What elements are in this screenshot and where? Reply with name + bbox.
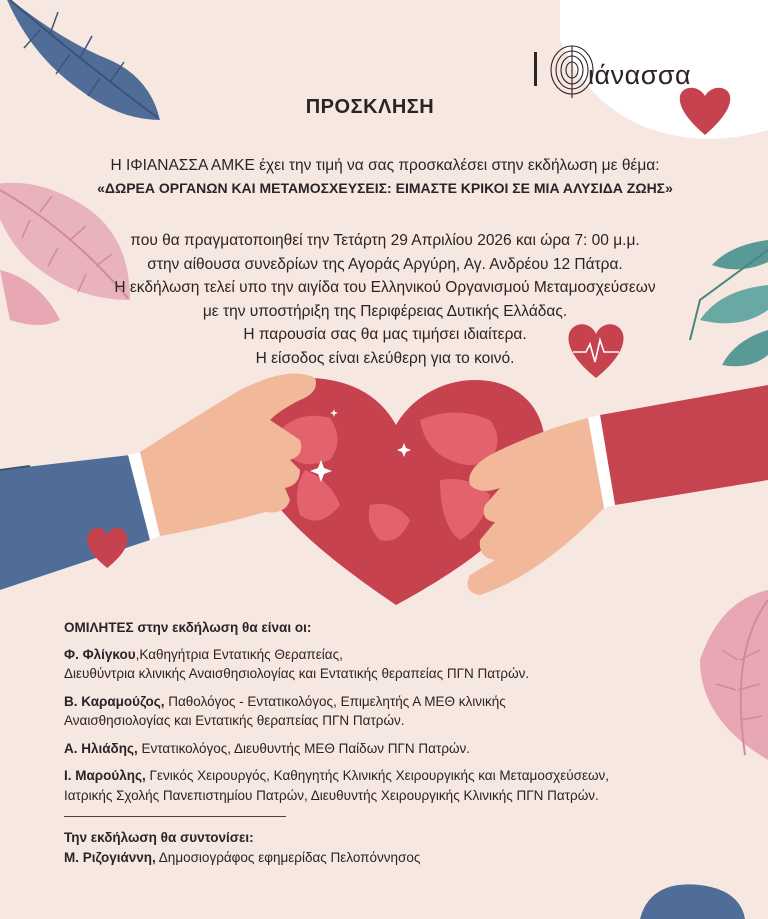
moderator-heading: Την εκδήλωση θα συντονίσει:: [64, 830, 254, 845]
detail-line: Η παρουσία σας θα μας τιμήσει ιδιαίτερα.: [243, 326, 527, 343]
moderator-role: Δημοσιογράφος εφημερίδας Πελοπόννησος: [155, 849, 421, 865]
speaker-item: [64, 739, 744, 759]
section-divider: [64, 816, 286, 817]
intro-block: [20, 155, 750, 199]
speaker-role: Καθηγήτρια Εντατικής Θεραπείας,: [139, 646, 343, 662]
event-details: [20, 229, 750, 370]
speaker-item: [64, 645, 744, 684]
speaker-item: [64, 766, 744, 805]
intro-line: Η ΙΦΙΑΝΑΣΣΑ ΑΜΚΕ έχει την τιμή να σας προσκαλέσει στην εκδήλωση με θέμα:: [110, 157, 660, 174]
moderator-section: [64, 828, 744, 867]
speaker-role-cont: Αναισθησιολογίας και Εντατικής θεραπείας ΠΓΝ Πατρών.: [64, 713, 405, 728]
speaker-role: Γενικός Χειρουργός, Καθηγητής Κλινικής Χειρουργικής και Μεταμοσχεύσεων,: [149, 768, 610, 783]
speaker-name: Ι. Μαρούλης,: [64, 768, 146, 783]
speaker-role-cont: Διευθύντρια κλινικής Αναισθησιολογίας και Εντατικής θεραπείας ΠΓΝ Πατρών.: [64, 666, 530, 681]
moderator-name: Μ. Ριζογιάννη,: [64, 849, 156, 865]
detail-line: στην αίθουσα συνεδρίων της Αγοράς Αργύρη, Αγ. Ανδρέου 12 Πάτρα.: [147, 255, 623, 273]
detail-line: με την υποστήριξη της Περιφέρειας Δυτικής Ελλάδας.: [202, 302, 568, 320]
page-title: ΠΡΟΣΚΛΗΣΗ: [305, 96, 435, 118]
logo-bar: [534, 52, 537, 86]
speaker-sep: ,: [135, 646, 140, 662]
left-hand-illustration: [0, 374, 316, 590]
speaker-name: Β. Καραμούζος,: [64, 693, 165, 709]
detail-line: Η εκδήλωση τελεί υπο την αιγίδα του Ελληνικού Οργανισμού Μεταμοσχεύσεων: [114, 279, 656, 296]
speaker-name: Α. Ηλιάδης,: [64, 740, 138, 756]
blue-blob-bottom: [640, 884, 745, 919]
speaker-role-cont: Ιατρικής Σχολής Πανεπιστημίου Πατρών, Διευθυντής Χειρουργικής Κλινικής ΠΓΝ Πατρών.: [64, 787, 599, 803]
speaker-name: Φ. Φλίγκου: [64, 646, 136, 662]
speakers-section: [64, 618, 744, 813]
speaker-item: [64, 692, 744, 731]
speakers-heading: ΟΜΙΛΗΤΕΣ στην εκδήλωση θα είναι οι:: [64, 620, 312, 635]
speaker-role: Παθολόγος - Εντατικολόγος, Επιμελητής Α ΜΕΘ κλινικής: [168, 693, 506, 709]
event-theme: «ΔΩΡΕΑ ΟΡΓΑΝΩΝ ΚΑΙ ΜΕΤΑΜΟΣΧΕΥΣΕΙΣ: ΕΙΜΑΣΤΕ ΚΡΙΚΟΙ ΣΕ ΜΙΑ ΑΛΥΣΙΔΑ ΖΩΗΣ»: [97, 180, 673, 196]
detail-line: που θα πραγματοποιηθεί την Τετάρτη 29 Απριλίου 2026 και ώρα 7: 00 μ.μ.: [130, 232, 640, 249]
logo-brand-text: ιάνασσα: [588, 60, 692, 90]
detail-line: Η είσοδος είναι ελεύθερη για το κοινό.: [255, 349, 515, 367]
speaker-role: Εντατικολόγος, Διευθυντής ΜΕΘ Παίδων ΠΓΝ Πατρών.: [141, 740, 471, 756]
